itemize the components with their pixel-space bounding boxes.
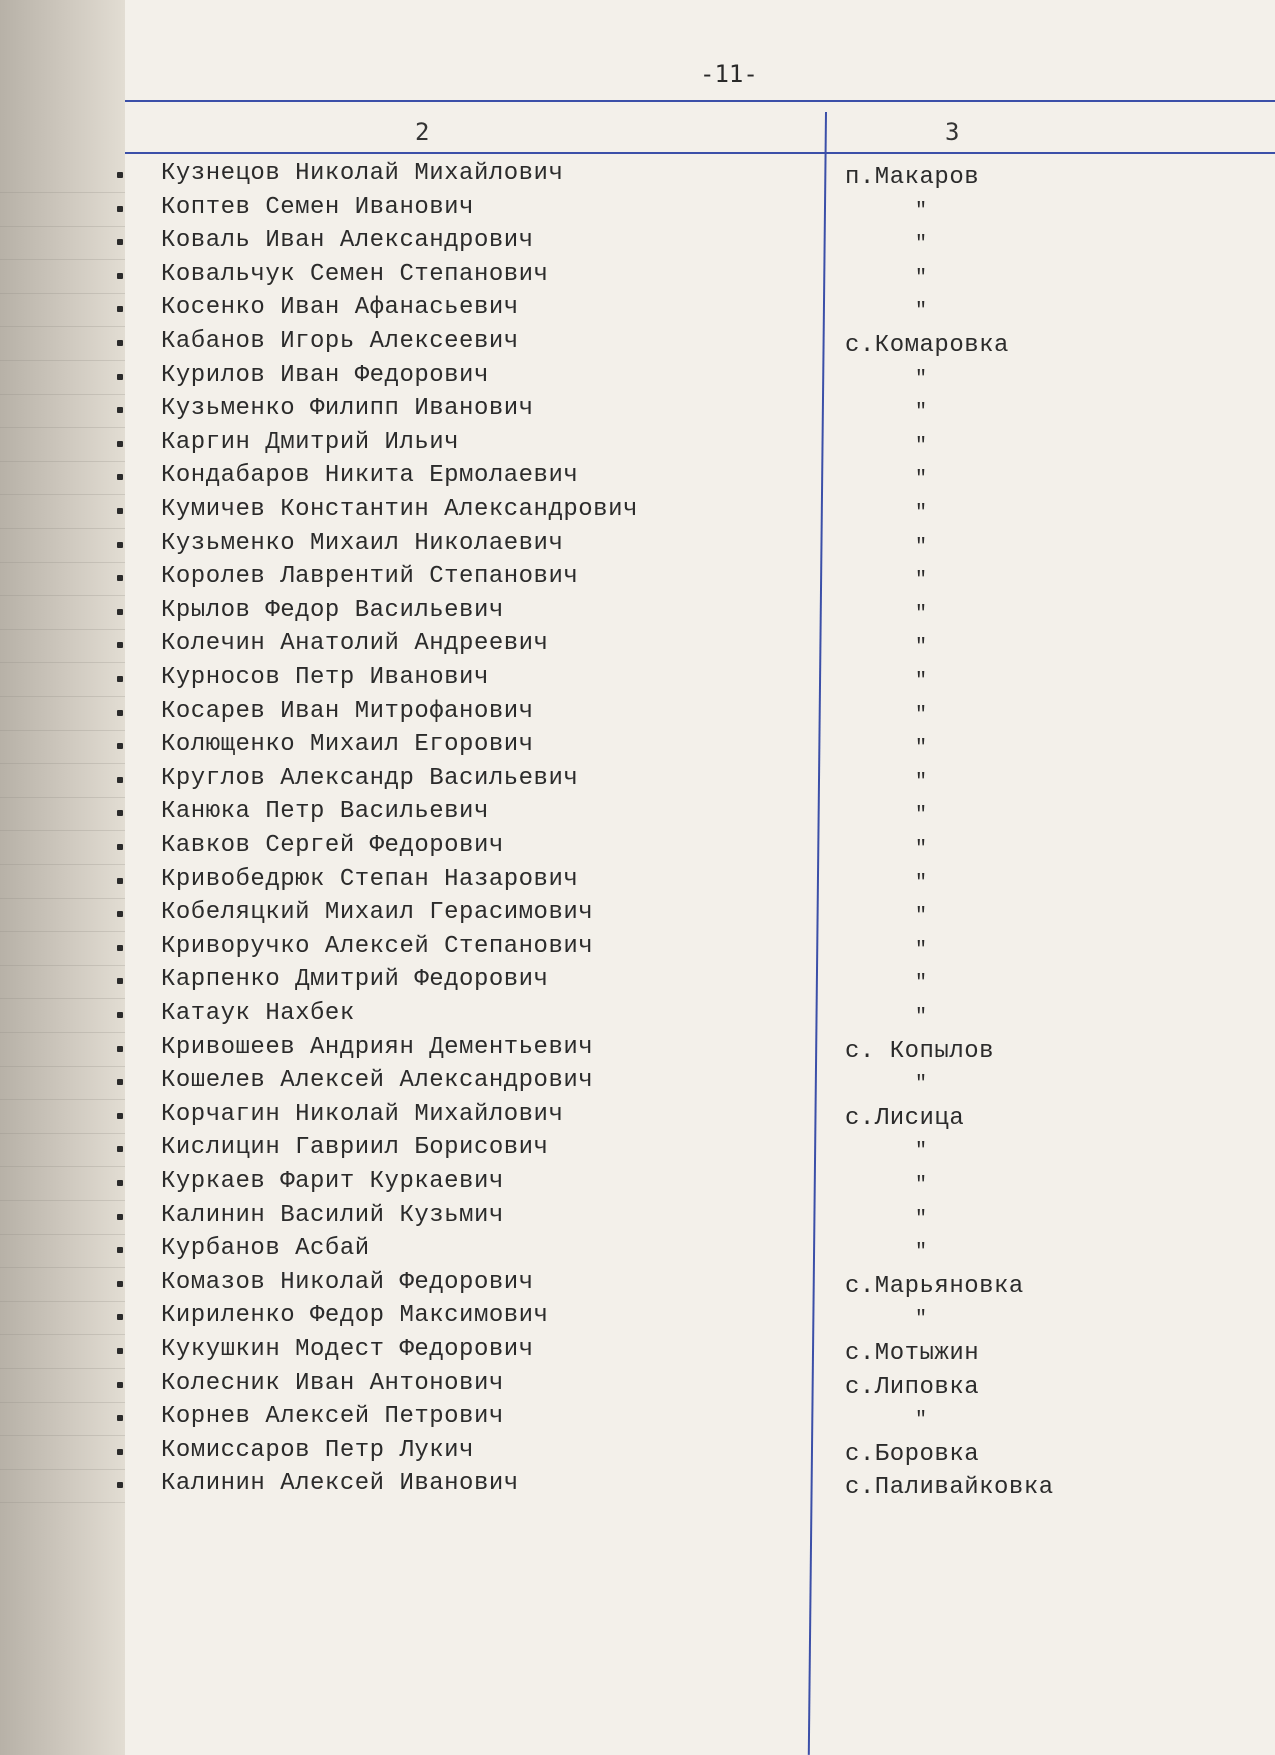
- column-header-3: 3: [945, 118, 960, 146]
- ditto-mark: ": [915, 1073, 928, 1097]
- list-item: [125, 698, 1275, 732]
- person-name: Корчагин Николай Михайлович: [161, 1100, 564, 1128]
- ditto-mark: ": [915, 838, 928, 861]
- list-item: [125, 966, 1275, 1000]
- column-header-2: 2: [415, 118, 430, 146]
- bleed-through-line: [0, 573, 125, 596]
- bleed-through-line: [0, 1111, 125, 1134]
- person-name: Куркаев Фарит Куркаевич: [161, 1168, 504, 1195]
- bullet-mark: [117, 306, 123, 312]
- list-item: [125, 832, 1275, 866]
- bleed-through-line: [0, 909, 125, 932]
- list-item: [125, 1437, 1275, 1471]
- ditto-mark: ": [915, 367, 928, 391]
- bullet-mark: [117, 642, 123, 648]
- bleed-through-line: [0, 808, 125, 831]
- person-name: Кобеляцкий Михаил Герасимович: [161, 899, 594, 927]
- person-name: Каргин Дмитрий Ильич: [161, 428, 460, 456]
- bleed-through-line: [0, 607, 125, 630]
- person-name: Калинин Алексей Иванович: [161, 1470, 519, 1498]
- bullet-mark: [117, 1314, 123, 1320]
- page-number: -11-: [700, 60, 758, 88]
- bullet-mark: [117, 609, 123, 615]
- person-name: Круглов Александр Васильевич: [161, 764, 579, 792]
- person-name: Коптев Семен Иванович: [161, 193, 474, 221]
- bleed-through-line: [0, 1178, 125, 1201]
- bullet-mark: [117, 810, 123, 816]
- bullet-mark: [117, 1482, 123, 1488]
- list-item: [125, 866, 1275, 900]
- bleed-through-line: [0, 1346, 125, 1369]
- bleed-through-line: [0, 708, 125, 731]
- list-item: [125, 395, 1275, 429]
- person-name: Курилов Иван Федорович: [161, 361, 489, 389]
- bleed-through-line: [0, 439, 125, 462]
- bullet-mark: [117, 407, 123, 413]
- bleed-through-line: [0, 943, 125, 966]
- list-item: [125, 429, 1275, 463]
- list-item: [125, 362, 1275, 396]
- settlement-name: с.Мотыжин: [845, 1340, 980, 1367]
- settlement-name: с. Копылов: [845, 1037, 995, 1065]
- person-name: Косарев Иван Митрофанович: [161, 697, 534, 725]
- ditto-mark: ": [915, 266, 928, 290]
- bleed-through-line: [0, 540, 125, 563]
- bleed-through-line: [0, 271, 125, 294]
- list-item: [125, 664, 1275, 698]
- list-item: [125, 160, 1275, 194]
- bullet-mark: [117, 1449, 123, 1455]
- bullet-mark: [117, 1079, 123, 1085]
- list-item: [125, 294, 1275, 328]
- bleed-through-line: [0, 842, 125, 865]
- bullet-mark: [117, 542, 123, 548]
- person-name: Карпенко Дмитрий Федорович: [161, 966, 549, 994]
- list-item: [125, 328, 1275, 362]
- list-item: [125, 1168, 1275, 1202]
- list-item: [125, 798, 1275, 832]
- person-name: Крылов Федор Васильевич: [161, 596, 504, 624]
- bullet-mark: [117, 945, 123, 951]
- person-name: Курбанов Асбай: [161, 1235, 370, 1263]
- bullet-mark: [117, 172, 123, 178]
- ditto-mark: ": [915, 1207, 928, 1231]
- bullet-mark: [117, 743, 123, 749]
- list-item: [125, 194, 1275, 228]
- person-name: Канюка Петр Васильевич: [161, 798, 489, 826]
- list-item: [125, 1302, 1275, 1336]
- bleed-through-line: [0, 170, 125, 193]
- bleed-through-line: [0, 1077, 125, 1100]
- document-page: [125, 0, 1275, 1755]
- ditto-mark: ": [915, 1006, 928, 1029]
- bleed-through-line: [0, 1380, 125, 1403]
- person-name: Кузьменко Михаил Николаевич: [161, 529, 564, 557]
- list-item: [125, 1403, 1275, 1437]
- settlement-name: с.Марьяновка: [845, 1272, 1024, 1300]
- bleed-through-line: [0, 1279, 125, 1302]
- settlement-name: п.Макаров: [845, 164, 980, 191]
- settlement-name: с.Боровка: [845, 1440, 980, 1468]
- bleed-through-line: [0, 1144, 125, 1167]
- person-name: Кумичев Константин Александрович: [161, 496, 638, 523]
- bullet-mark: [117, 844, 123, 850]
- list-item: [125, 899, 1275, 933]
- person-name: Кислицин Гавриил Борисович: [161, 1134, 549, 1162]
- ditto-mark: ": [915, 770, 928, 794]
- bleed-through-line: [0, 204, 125, 227]
- list-item: [125, 261, 1275, 295]
- bullet-mark: [117, 1046, 123, 1052]
- ditto-mark: ": [915, 737, 928, 761]
- person-name: Королев Лаврентий Степанович: [161, 563, 579, 591]
- bleed-through-line: [0, 976, 125, 999]
- person-name: Корнев Алексей Петрович: [161, 1403, 504, 1431]
- bullet-mark: [117, 1146, 123, 1152]
- bullet-mark: [117, 710, 123, 716]
- ditto-mark: ": [915, 569, 928, 593]
- person-name: Криворучко Алексей Степанович: [161, 932, 594, 960]
- bullet-mark: [117, 206, 123, 212]
- list-item: [125, 1034, 1275, 1068]
- ditto-mark: ": [915, 1174, 928, 1197]
- ditto-mark: ": [915, 199, 928, 223]
- bullet-mark: [117, 1281, 123, 1287]
- list-item: [125, 1336, 1275, 1370]
- bullet-mark: [117, 239, 123, 245]
- list-item: [125, 1235, 1275, 1269]
- bleed-through-line: [0, 674, 125, 697]
- bleed-through-line: [0, 237, 125, 260]
- bleed-through-line: [0, 405, 125, 428]
- settlement-name: с.Липовка: [845, 1373, 980, 1401]
- list-item: [125, 1000, 1275, 1034]
- list-item: [125, 765, 1275, 799]
- ditto-mark: ": [915, 434, 928, 458]
- person-name: Колечин Анатолий Андреевич: [161, 630, 549, 658]
- bleed-through-line: [0, 1212, 125, 1235]
- person-name: Коваль Иван Александрович: [161, 227, 534, 255]
- list-item: [125, 1470, 1275, 1504]
- bleed-through-line: [0, 1245, 125, 1268]
- list-item: [125, 530, 1275, 564]
- person-name: Кривошеев Андриян Дементьевич: [161, 1033, 594, 1061]
- bullet-mark: [117, 474, 123, 480]
- person-name: Ковальчук Семен Степанович: [161, 260, 549, 288]
- ditto-mark: ": [915, 1140, 928, 1164]
- person-name: Кузнецов Николай Михайлович: [161, 160, 564, 187]
- person-name: Косенко Иван Афанасьевич: [161, 294, 519, 322]
- person-name: Кондабаров Никита Ермолаевич: [161, 462, 579, 490]
- bleed-through-line: [0, 1312, 125, 1335]
- bullet-mark: [117, 575, 123, 581]
- bleed-through-line: [0, 640, 125, 663]
- list-item: [125, 1370, 1275, 1404]
- bullet-mark: [117, 340, 123, 346]
- bullet-mark: [117, 508, 123, 514]
- list-item: [125, 1269, 1275, 1303]
- bleed-through-line: [0, 338, 125, 361]
- list-item: [125, 1202, 1275, 1236]
- list-item: [125, 496, 1275, 530]
- bullet-mark: [117, 374, 123, 380]
- bleed-through-line: [0, 741, 125, 764]
- bleed-through-line: [0, 472, 125, 495]
- bleed-through-line: [0, 1447, 125, 1470]
- bullet-mark: [117, 978, 123, 984]
- list-item: [125, 227, 1275, 261]
- bleed-through-line: [0, 876, 125, 899]
- ditto-mark: ": [915, 670, 928, 693]
- person-name: Курносов Петр Иванович: [161, 664, 489, 691]
- binding-shadow: [0, 0, 125, 1755]
- ditto-mark: ": [915, 703, 928, 727]
- settlement-name: с.Паливайковка: [845, 1474, 1054, 1502]
- bullet-mark: [117, 1180, 123, 1186]
- person-name: Колесник Иван Антонович: [161, 1369, 504, 1397]
- ditto-mark: ": [915, 905, 928, 929]
- list-item: [125, 563, 1275, 597]
- ditto-mark: ": [915, 233, 928, 257]
- bullet-mark: [117, 1415, 123, 1421]
- person-name: Комазов Николай Федорович: [161, 1268, 534, 1296]
- list-item: [125, 731, 1275, 765]
- ditto-mark: ": [915, 804, 928, 828]
- bleed-through-line: [0, 372, 125, 395]
- ditto-mark: ": [915, 468, 928, 492]
- bleed-through-line: [0, 506, 125, 529]
- bleed-through-line: [0, 1413, 125, 1436]
- bleed-through-line: [0, 775, 125, 798]
- person-name: Кошелев Алексей Александрович: [161, 1067, 594, 1095]
- bleed-through-line: [0, 1010, 125, 1033]
- ditto-mark: ": [915, 1241, 928, 1265]
- ditto-mark: ": [915, 636, 928, 660]
- bullet-mark: [117, 878, 123, 884]
- person-name: Кривобедрюк Степан Назарович: [161, 865, 579, 893]
- list-item: [125, 462, 1275, 496]
- ditto-mark: ": [915, 602, 928, 626]
- ditto-mark: ": [915, 535, 928, 559]
- header-bottom-rule: [125, 152, 1275, 154]
- ditto-mark: ": [915, 938, 928, 962]
- bullet-mark: [117, 1113, 123, 1119]
- bullet-mark: [117, 1382, 123, 1388]
- person-name: Кукушкин Модест Федорович: [161, 1336, 534, 1363]
- settlement-name: с.Лисица: [845, 1104, 965, 1132]
- person-name: Кавков Сергей Федорович: [161, 832, 504, 859]
- ditto-mark: ": [915, 871, 928, 895]
- list-item: [125, 1067, 1275, 1101]
- person-name: Катаук Нахбек: [161, 1000, 355, 1027]
- ditto-mark: ": [915, 1409, 928, 1433]
- bullet-mark: [117, 1247, 123, 1253]
- list-item: [125, 630, 1275, 664]
- list-item: [125, 933, 1275, 967]
- person-name: Кириленко Федор Максимович: [161, 1302, 549, 1330]
- bullet-mark: [117, 273, 123, 279]
- ditto-mark: ": [915, 300, 928, 324]
- bullet-mark: [117, 441, 123, 447]
- bleed-through-line: [0, 304, 125, 327]
- bullet-mark: [117, 1214, 123, 1220]
- list-item: [125, 1101, 1275, 1135]
- settlement-name: с.Комаровка: [845, 332, 1009, 359]
- bleed-through-line: [0, 1480, 125, 1503]
- ditto-mark: ": [915, 972, 928, 996]
- bullet-mark: [117, 1012, 123, 1018]
- list-item: [125, 1134, 1275, 1168]
- ditto-mark: ": [915, 1308, 928, 1332]
- person-name: Колющенко Михаил Егорович: [161, 731, 534, 759]
- ditto-mark: ": [915, 502, 928, 525]
- table-top-rule: [125, 100, 1275, 102]
- bullet-mark: [117, 777, 123, 783]
- bullet-mark: [117, 676, 123, 682]
- bullet-mark: [117, 911, 123, 917]
- list-item: [125, 597, 1275, 631]
- ditto-mark: ": [915, 401, 928, 425]
- person-name: Комиссаров Петр Лукич: [161, 1436, 474, 1464]
- bullet-mark: [117, 1348, 123, 1354]
- bleed-through-line: [0, 1044, 125, 1067]
- person-name: Кабанов Игорь Алексеевич: [161, 328, 519, 355]
- person-name: Кузьменко Филипп Иванович: [161, 395, 534, 423]
- person-name: Калинин Василий Кузьмич: [161, 1201, 504, 1229]
